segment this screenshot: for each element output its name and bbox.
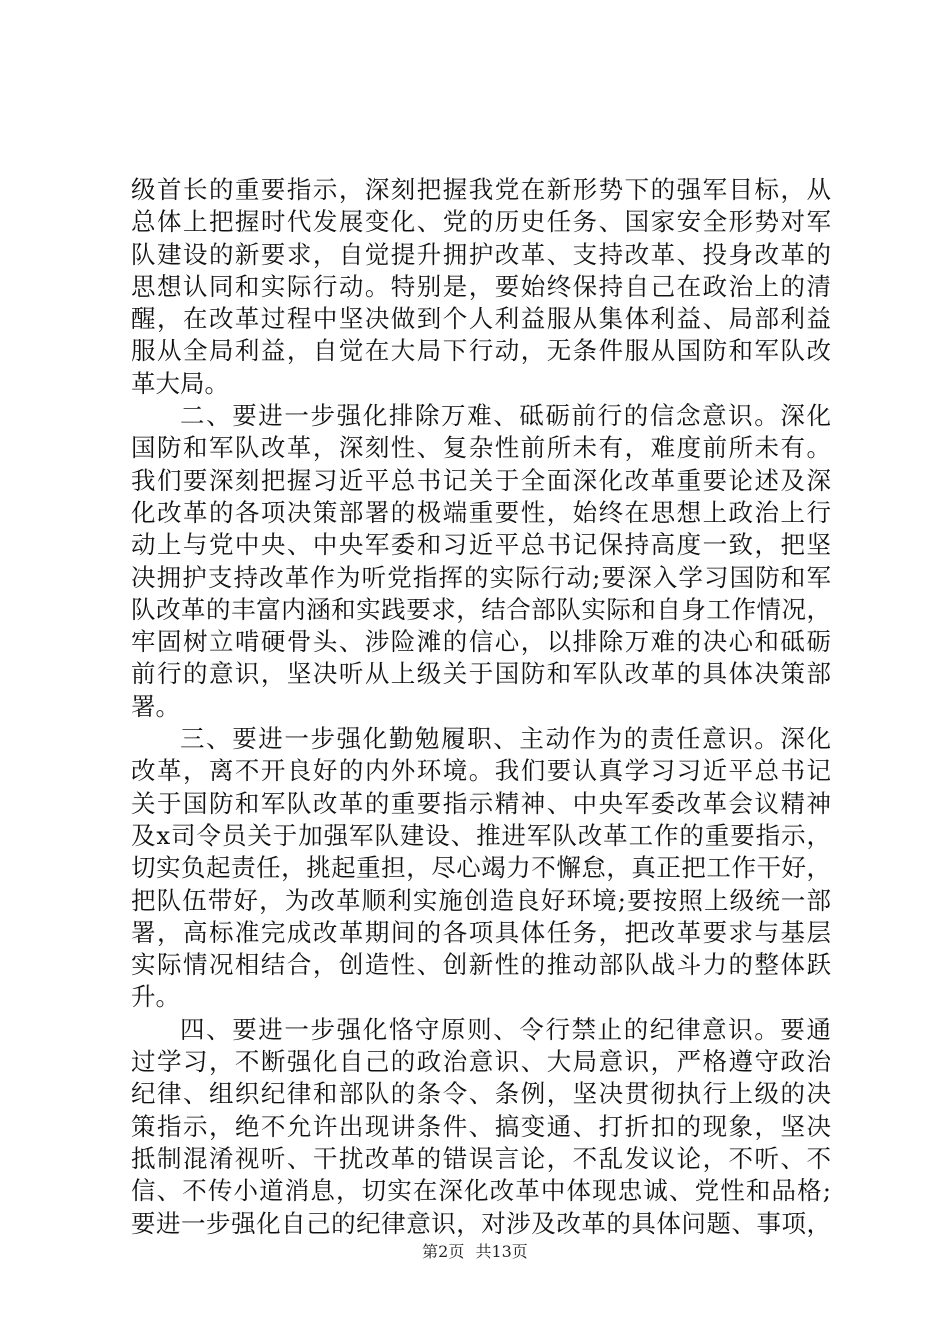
text-line: 关于国防和军队改革的重要指示精神、中央军委改革会议精神 bbox=[131, 788, 831, 818]
text-line: 总体上把握时代发展变化、党的历史任务、国家安全形势对军 bbox=[131, 207, 831, 237]
text-line: 队建设的新要求，自觉提升拥护改革、支持改革、投身改革的 bbox=[131, 239, 831, 269]
text-line: 牢固树立啃硬骨头、涉险滩的信心，以排除万难的决心和砥砺 bbox=[131, 627, 831, 657]
text-line: 信、不传小道消息，切实在深化改革中体现忠诚、党性和品格; bbox=[131, 1176, 831, 1206]
text-line: 服从全局利益，自觉在大局下行动，无条件服从国防和军队改 bbox=[131, 336, 831, 366]
text-line: 署，高标准完成改革期间的各项具体任务，把改革要求与基层 bbox=[131, 917, 831, 947]
text-line: 署。 bbox=[131, 691, 180, 721]
text-line: 革大局。 bbox=[131, 368, 229, 398]
text-line: 纪律、组织纪律和部队的条令、条例，坚决贯彻执行上级的决 bbox=[131, 1079, 831, 1109]
text-line: 四、要进一步强化恪守原则、令行禁止的纪律意识。要通 bbox=[180, 1014, 831, 1044]
text-line: 实际情况相结合，创造性、创新性的推动部队战斗力的整体跃 bbox=[131, 950, 831, 980]
text-line: 二、要进一步强化排除万难、砥砺前行的信念意识。深化 bbox=[180, 401, 831, 431]
text-line: 改革，离不开良好的内外环境。我们要认真学习习近平总书记 bbox=[131, 756, 831, 786]
text-line: 要进一步强化自己的纪律意识，对涉及改革的具体问题、事项， bbox=[131, 1208, 831, 1238]
text-line: 升。 bbox=[131, 982, 180, 1012]
text-line: 思想认同和实际行动。特别是，要始终保持自己在政治上的清 bbox=[131, 271, 831, 301]
text-line: 队改革的丰富内涵和实践要求，结合部队实际和自身工作情况， bbox=[131, 594, 831, 624]
text-line: 国防和军队改革，深刻性、复杂性前所未有，难度前所未有。 bbox=[131, 433, 831, 463]
text-line: 把队伍带好，为改革顺利实施创造良好环境;要按照上级统一部 bbox=[131, 885, 831, 915]
text-line: 化改革的各项决策部署的极端重要性，始终在思想上政治上行 bbox=[131, 497, 831, 527]
document-body bbox=[131, 174, 831, 1240]
text-line: 醒，在改革过程中坚决做到个人利益服从集体利益、局部利益 bbox=[131, 304, 831, 334]
text-line: 决拥护支持改革作为听党指挥的实际行动;要深入学习国防和军 bbox=[131, 562, 831, 592]
text-line: 前行的意识，坚决听从上级关于国防和军队改革的具体决策部 bbox=[131, 659, 831, 689]
text-line: 抵制混淆视听、干扰改革的错误言论，不乱发议论，不听、不 bbox=[131, 1143, 831, 1173]
text-line: 策指示，绝不允许出现讲条件、搞变通、打折扣的现象，坚决 bbox=[131, 1111, 831, 1141]
text-line: 我们要深刻把握习近平总书记关于全面深化改革重要论述及深 bbox=[131, 465, 831, 495]
text-line: 切实负起责任，挑起重担，尽心竭力不懈怠，真正把工作干好， bbox=[131, 853, 831, 883]
text-line: 级首长的重要指示，深刻把握我党在新形势下的强军目标，从 bbox=[131, 175, 831, 204]
text-line: 动上与党中央、中央军委和习近平总书记保持高度一致，把坚 bbox=[131, 530, 831, 560]
text-line: 及x司令员关于加强军队建设、推进军队改革工作的重要指示， bbox=[131, 820, 831, 850]
page-number-footer: 第2页 共13页 bbox=[422, 1242, 528, 1261]
text-line: 三、要进一步强化勤勉履职、主动作为的责任意识。深化 bbox=[180, 724, 831, 754]
text-line: 过学习，不断强化自己的政治意识、大局意识，严格遵守政治 bbox=[131, 1047, 831, 1077]
